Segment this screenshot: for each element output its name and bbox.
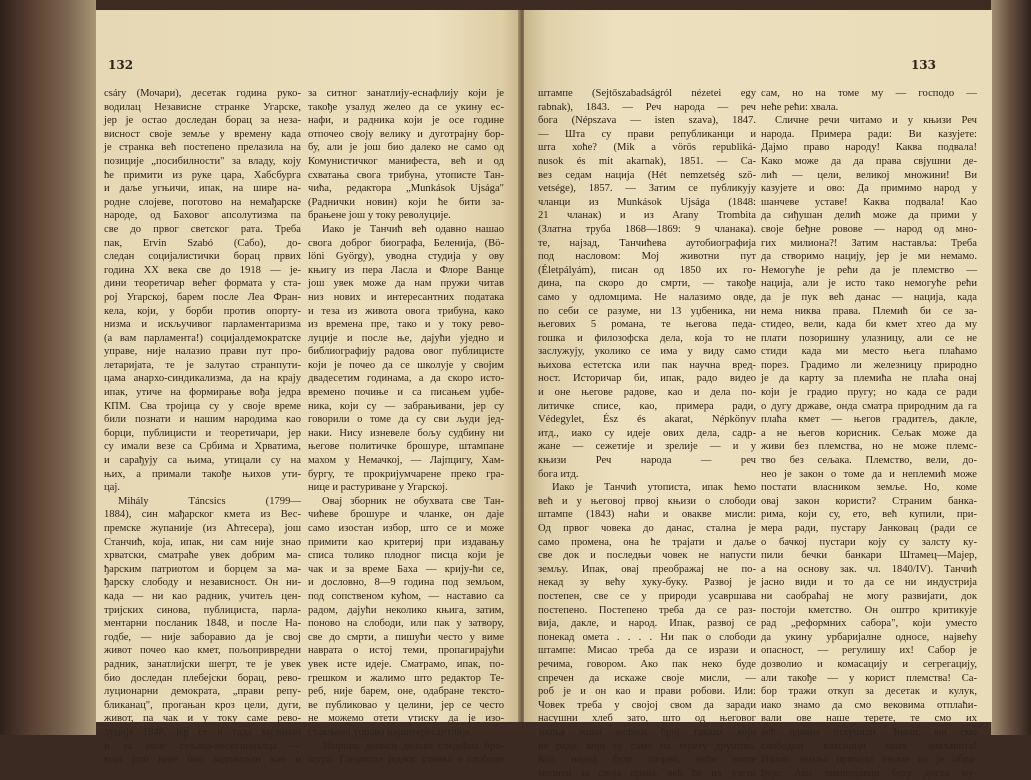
text-line: ипак, утиче на формирање вођа једра — [104, 387, 301, 399]
text-line: постепен, све се у природи усавршава — [538, 590, 756, 602]
text-line: бога итд. — [538, 468, 579, 480]
text-line: Védegylet, Ész és akarat, Népkönyv — [538, 414, 756, 426]
text-line: све док и последњи човек не напусти — [538, 550, 756, 562]
text-line: не можемо отети утиску да је изо- — [308, 713, 504, 725]
text-line: Комунистичког манифеста, већ и од — [308, 155, 504, 167]
text-line: годбе, — није заборавио да је свој — [104, 631, 301, 643]
text-line: низ нових и интересантних података — [308, 291, 504, 303]
text-line: који још није био задовољан као и — [104, 754, 301, 766]
text-line: управе, није налазио прави пут про- — [104, 346, 301, 358]
text-line: низма и искључивог парламентаризма — [104, 319, 301, 331]
text-line: који је почео да се школује у својим — [308, 359, 504, 371]
text-line: под сопственом кућом, — наставио са — [308, 590, 504, 602]
page-number: 132 — [108, 58, 134, 72]
text-line: нација, али је исто тако немогуће рећи — [761, 278, 977, 290]
text-line: цај. — [104, 482, 120, 494]
text-line: дина, па скоро до смрти, — такође — [538, 278, 756, 290]
text-line: али такође — у корист племства! Са- — [761, 672, 977, 684]
text-line: рима, који су, ето, већ купили, при- — [761, 509, 977, 521]
text-line: Кад народ буде сазрео, неће више — [538, 754, 756, 766]
text-line: рој Угарској, барем после Леа Фран- — [104, 291, 301, 303]
text-line: још увек може да нам пружи читав — [308, 278, 504, 290]
text-line: о бачкој пустари коју су залсту ку- — [761, 536, 977, 548]
left-page — [96, 10, 520, 766]
text-line: следан социјалистички борац првих — [104, 251, 301, 263]
text-column — [308, 87, 504, 767]
text-line: лић — цели, великој множини! Ви — [761, 169, 977, 181]
text-line: такође узалуд желео да се укину ес- — [308, 101, 504, 113]
text-line: двадесетим годинама, а да скоро исто- — [308, 373, 504, 385]
text-line: само промена, она ће трајати и даље — [538, 536, 756, 548]
text-line: насушни хлеб зато, што од његовог — [538, 713, 756, 725]
text-line: за ситног занатлију-еснафлију који је — [308, 88, 504, 99]
text-line: казујете и ово: Да примимо народ у — [761, 183, 977, 195]
text-line: некад зу већу хуку-буку. Развој је — [538, 577, 756, 589]
text-line: вија, дакле, и народ. Ипак, развој се — [538, 618, 756, 630]
text-line: ве публиковао у целини, јер се често — [308, 699, 504, 711]
text-line: Немогуће је рећи да је племство — — [761, 264, 977, 276]
text-line: земљу. Ипак, овај преображај не по- — [538, 563, 756, 575]
text-line: и дословно, 8—9 година под земљом, — [308, 577, 504, 589]
text-line: премске жупаније (из Аћтесера), још — [104, 523, 301, 534]
text-line: иако знамо да смо вековима отплаћи- — [761, 699, 977, 711]
text-line: грешком и жалимо што редактор Те- — [308, 672, 504, 684]
text-line: само изостан избор, што се и може — [308, 523, 504, 534]
text-line: само у одломцима. Не налазимо овде, — [538, 291, 756, 303]
text-line: стидео, вели, када би кмет хтео да му — [761, 319, 977, 331]
text-line: када — ни као радник, учитељ цен- — [104, 590, 301, 602]
text-line: луције 1848, јер се и тада заузимао — [104, 726, 301, 738]
text-line: је да карту за племића не плаћа онај — [761, 373, 977, 385]
text-line: висност своје земље у времену када — [104, 128, 301, 140]
text-line: ментарни посланик 1848, и после На- — [104, 618, 301, 630]
text-line: бликанац", прогањан кроз цели, дуги, — [104, 699, 301, 711]
text-line: дини теоретичар већег формата у ста- — [104, 278, 301, 290]
text-line: водилац Независне странке Угарске, — [104, 101, 301, 113]
text-line: Изачи: земља припада ономе ко је обра- — [761, 754, 977, 766]
text-line: постоји кметство. Он оштро критикује — [761, 604, 977, 616]
text-line: и за оног сељака-несесионалца — — [104, 740, 301, 752]
text-line: итд., иако су идеје ових дела, садр- — [538, 427, 756, 439]
text-line: јасно види и то да се ни индустрија — [761, 577, 977, 589]
text-line: гих милиона?! Затим наставља: Треба — [761, 237, 977, 249]
text-line: а не његов корисник. Сељак може да — [761, 427, 977, 439]
text-line: молити за своја права, већ ће их узети — [538, 767, 756, 779]
text-column — [104, 87, 301, 767]
text-line: rabnak), 1843. — Реч народа — реч — [538, 101, 756, 113]
right-page — [524, 10, 992, 779]
text-line: по себи се разуме, ни 13 уџбеника, ни — [538, 305, 756, 317]
text-line: (Раднички новин) који ће бити за- — [308, 196, 504, 208]
text-line: позиције „посибилности" за владу, коју — [104, 155, 301, 167]
text-line: Иако је Танчић већ одавно нашао — [322, 223, 504, 235]
text-line: чланци из Munkások Ujsága (1848: — [538, 196, 756, 208]
text-line: хрватски, сматраће увек добрим ма- — [104, 550, 301, 562]
text-line: ђарским патриотом и борцем за ма- — [104, 563, 301, 575]
page-stack-right — [991, 0, 1031, 735]
text-line: постати власником земље. Но, коме — [761, 482, 977, 494]
text-line: и оне његове радове, као и дела по- — [538, 387, 756, 399]
text-line: löni György), уводна студија у ову — [308, 251, 504, 263]
text-line: реб, није барем, оне, одабране тексто- — [308, 686, 504, 698]
text-line: радом, дајући неколико књига, затим, — [308, 604, 504, 616]
text-line: плаћа кмет — његов градитељ, дакле, — [761, 414, 977, 426]
text-line: Од првог човека до данас, стална је — [538, 523, 756, 534]
text-line: (а вам парламента!) социјалдемократске — [104, 332, 301, 344]
text-line: Сличне речи читамо и у књизи Реч — [775, 115, 977, 127]
text-line: 1884), син мађарског кмета из Вес- — [104, 509, 301, 521]
text-line: били познати и нашим народима као — [104, 414, 301, 426]
text-line: нице и растуриване у Угарској. — [308, 482, 448, 494]
text-line: Mihály Táncsics (1799— — [118, 495, 301, 507]
page-stack-left — [0, 0, 96, 735]
text-line: све до првог светског рата. Треба — [104, 223, 301, 235]
text-line: те, најзад, Танчићева аутобиографија — [538, 237, 756, 249]
text-line: nusok és mit akarnak), 1851. — Са- — [538, 155, 756, 167]
text-line: живот почео као кмет, пољопривредни — [104, 645, 301, 657]
text-line: Станчић, која, ипак, ни сам није знао — [104, 536, 301, 548]
text-line: а на основу зак. чл. 1840/IV). Танчић — [761, 563, 977, 575]
text-line: ђарску слободу и независност. Он ни- — [104, 577, 301, 589]
text-line: сам, но на томе му — господо — — [761, 88, 977, 99]
text-line: библиографију радова овог публицисте — [308, 346, 504, 358]
text-line: радник, занатлијски шегрт, те је увек — [104, 658, 301, 670]
text-line: речима, говором. Ако пак неко буде — [538, 658, 756, 670]
text-line: не раде, који су само на терету друштва. — [538, 740, 756, 752]
text-line: опасност, — регулишу их! Сабор је — [761, 645, 977, 657]
text-line: нема никва права. Племић би се за- — [761, 305, 977, 317]
text-line: увек исте идеје. Сматрамо, ипак, по- — [308, 658, 504, 670]
text-line: брањене још у току револуције. — [308, 210, 451, 222]
text-line: бу, али је још био далеко не само од — [308, 142, 504, 154]
text-line: слободни власници ових земљишта! — [761, 740, 977, 752]
text-line: ће примити из руке цара, Хабсбурга — [104, 169, 301, 181]
text-line: који је градио пругу; но када се ради — [761, 387, 977, 399]
text-line: о дугу државе, онда сматра природним да га — [761, 400, 977, 412]
text-line: живи без племства, но не може племс- — [761, 441, 977, 453]
text-line: говорили о томе да су сви људи јед- — [308, 414, 504, 426]
text-column — [538, 87, 756, 780]
text-line: летаријата, те је залутао странпути- — [104, 359, 301, 371]
text-line: свога доброг биографа, Беленија, (Bö- — [308, 237, 504, 249]
text-line: штампе (Sejtőszabadságról nézetei egy — [538, 88, 756, 99]
text-line: је странка већ постепено прелазила на — [104, 142, 301, 154]
text-line: јер је остао доследан борац за неза- — [104, 115, 301, 127]
text-line: да укину урбаријалне односе, највећу — [761, 631, 977, 643]
text-line: поново на слободи, или пак у затвору, — [308, 618, 504, 630]
text-line: стиди када ми место њега плаћамо — [761, 346, 977, 358]
text-line: штампе: Мисао треба да се изрази и — [538, 645, 756, 657]
text-line: мера ради, пустару Јанковац (ради се — [761, 523, 977, 534]
text-line: Иако је Танчић утописта, ипак ћемо — [552, 482, 756, 494]
text-line: неће рећи: хвала. — [761, 101, 839, 113]
text-line: Зборник доноси делове следећих бро- — [322, 740, 504, 752]
text-line: чак и за време Баха — крију-ћи се, — [308, 563, 504, 575]
text-line: Како може да да права свјушни де- — [761, 155, 977, 167]
text-line: година XX века све до 1918 — је- — [104, 264, 301, 276]
text-line: да је пук већ данас — нација, када — [761, 291, 977, 303]
text-line: цама анархо-синдикализма, да на крају — [104, 373, 301, 385]
text-line: и сарађују са њима, утицали су на — [104, 455, 301, 467]
text-column — [761, 87, 977, 780]
text-line: — Шта су прави републиканци и — [538, 128, 756, 140]
text-line: родне слојеве, поготово на немађарске — [104, 196, 301, 208]
text-line: навратa о истој теми, пропагирајући — [308, 645, 504, 657]
text-line: пак, Ervin Szabó (Сабо), до- — [104, 237, 301, 249]
text-line: његових 5 романа, те његова педа- — [538, 319, 756, 331]
text-line: луционарни демократа, „прави репу- — [104, 686, 301, 698]
text-line: књигу из пера Ласла и Флоре Ванце — [308, 264, 504, 276]
text-line: тво без сељака. Племство, вели, до- — [761, 455, 977, 467]
text-line: (Златна труба 1868—1869: 9 чланака). — [538, 223, 756, 235]
text-line: жане — сежетије и зрелије — и у — [538, 441, 756, 453]
text-line: бор тражи откуп за десетак и кулук, — [761, 686, 977, 698]
text-line: живот, па чак и у току саме рево- — [104, 713, 301, 725]
text-line: плати позоришну улазницу, али се не — [761, 332, 977, 344]
text-line: понекад омета . . . . Ни пак о слободи — [538, 631, 756, 643]
text-line: 21 чланак) и из Arany Trombita — [538, 210, 756, 222]
text-line: рад „реформних сабора", који уместо — [761, 618, 977, 630]
text-line: био доследан плебејски борац, рево- — [104, 672, 301, 684]
text-line: његове политичке брошуре, штампане — [308, 441, 504, 453]
text-line: чића, редактора „Munkások Ujsága" — [308, 183, 504, 195]
text-line: Овај зборник не обухвата све Тан- — [322, 495, 504, 507]
text-line: отпочео своју велику и дуготрајну бор- — [308, 128, 504, 140]
text-line: гошка и филозофска дела, која то не — [538, 332, 756, 344]
text-line: и теза из живота овога трибуна, како — [308, 305, 504, 317]
text-line: схватања свога трибуна, утописте Тан- — [308, 169, 504, 181]
text-line: штампе (1843) наћи и овакве мисли: — [538, 509, 756, 521]
text-line: csáry (Мочари), десетак година руко- — [104, 88, 301, 99]
text-line: већ и у његовој првој књизи о слободи — [538, 495, 756, 507]
text-line: кела, који, у борби против опорту- — [104, 305, 301, 317]
text-line: литичке списе, као, примера ради, — [538, 400, 756, 412]
text-line: ност. Историчар би, ипак, радо видео — [538, 373, 756, 385]
text-line: луције и после ње, дајући уједно и — [308, 332, 504, 344]
text-line: шанчеве уставе! Каква подвала! Као — [761, 196, 977, 208]
text-line: Човек треба у својој свом да заради — [538, 699, 756, 711]
text-line: бургу, те прокријумчарене преко гра- — [308, 468, 504, 480]
text-line: шта хоће? (Mik a vörös republiká- — [538, 142, 756, 154]
text-line: нео је закон о томе да и неплемић може — [761, 468, 977, 480]
text-line: роб је и он као и прави робови. Или: — [538, 686, 756, 698]
text-line: Дајмо право народу! Каква подвала! — [761, 142, 977, 154]
text-line: своје беђне ровове — народ од мно- — [761, 223, 977, 235]
text-line: порез. Градимо ли железницу природно — [761, 359, 977, 371]
text-line: су имали везе са Србима и Хрватима, — [104, 441, 301, 453]
text-line: народа. Примера ради: Ви казујете: — [761, 128, 977, 140]
text-line: да створимо нацију, јер је ми немамо. — [761, 251, 977, 263]
text-line: из времена пре, тако и у току рево- — [308, 319, 504, 331]
text-line: народе, од Баховог апсолутизма па — [104, 210, 301, 222]
text-line: све до смрти, а пишући често у виме — [308, 631, 504, 643]
text-line: постепено. Постепено треба да се раз- — [538, 604, 756, 616]
text-line: махом у Немачкој, — Лајпцигу, Хам- — [308, 455, 504, 467]
text-line: спречен да искаже своје мисли, — — [538, 672, 756, 684]
text-line: примити као критериј при издавању — [308, 536, 504, 548]
text-line: дозволио и комасацију и сегрегацију, — [761, 658, 977, 670]
text-line: списа толико плодног писца који је — [308, 550, 504, 562]
text-line: нафи, и радника који је осе године — [308, 115, 504, 127]
text-line: наки. Нису изневеле бољу судбину ни — [308, 427, 504, 439]
text-line: стављено управо најинтересантније. — [308, 726, 473, 738]
text-line: пили бечки банкари Штамец—Мајер, — [761, 550, 977, 562]
text-line: већ одавна откупили. Значи: ми смо — [761, 726, 977, 738]
text-line: заслужују, уколико се има у виду само — [538, 346, 756, 358]
text-line: шура: Гледиште једног узника о слободи — [308, 754, 504, 766]
text-line: vetsége), 1857. — Затим се публикују — [538, 183, 756, 195]
text-line: вали ове наше терете, те смо их — [761, 713, 977, 725]
page-number: 133 — [910, 58, 936, 72]
text-line: овај закон користи? Страним банка- — [761, 495, 977, 507]
text-line: тријских синова, публициста, парла- — [104, 604, 301, 616]
text-line: (Életpályám), писан од 1850 их го- — [538, 264, 756, 276]
text-line: борци, публицисти и теоретичари, јер — [104, 427, 301, 439]
text-line: њихова естетска или пак научна вред- — [538, 359, 756, 371]
text-line: да сиђушан делић може да прими у — [761, 210, 977, 222]
text-line: ни саобраћај не могу развијати, док — [761, 590, 977, 602]
text-line: времено почиње и са писањем уџбе- — [308, 387, 504, 399]
text-line: и даље угњичи, ипак, на шире на- — [104, 183, 301, 195]
text-line: њих, а примали такође њихов ути- — [104, 468, 301, 480]
text-line: ђује. Ако законодавци буду доста му- — [761, 767, 977, 779]
text-line: вез седам нација (Hét nemzetség szö- — [538, 169, 756, 181]
text-line: КПМ. Сва тројица су у своје време — [104, 400, 301, 412]
text-line: под насловом: Мој животни пут — [538, 251, 756, 263]
text-line: бога (Népszava — isten szava), 1847. — [538, 115, 756, 127]
text-line: ника, који су — забрањивани, јер су — [308, 400, 504, 412]
text-line: књизи Реч народа — реч — [538, 455, 756, 467]
text-line: знања живи велики број таквих који — [538, 726, 756, 738]
text-line: чићеве брошуре и чланке, он даје — [308, 509, 504, 521]
